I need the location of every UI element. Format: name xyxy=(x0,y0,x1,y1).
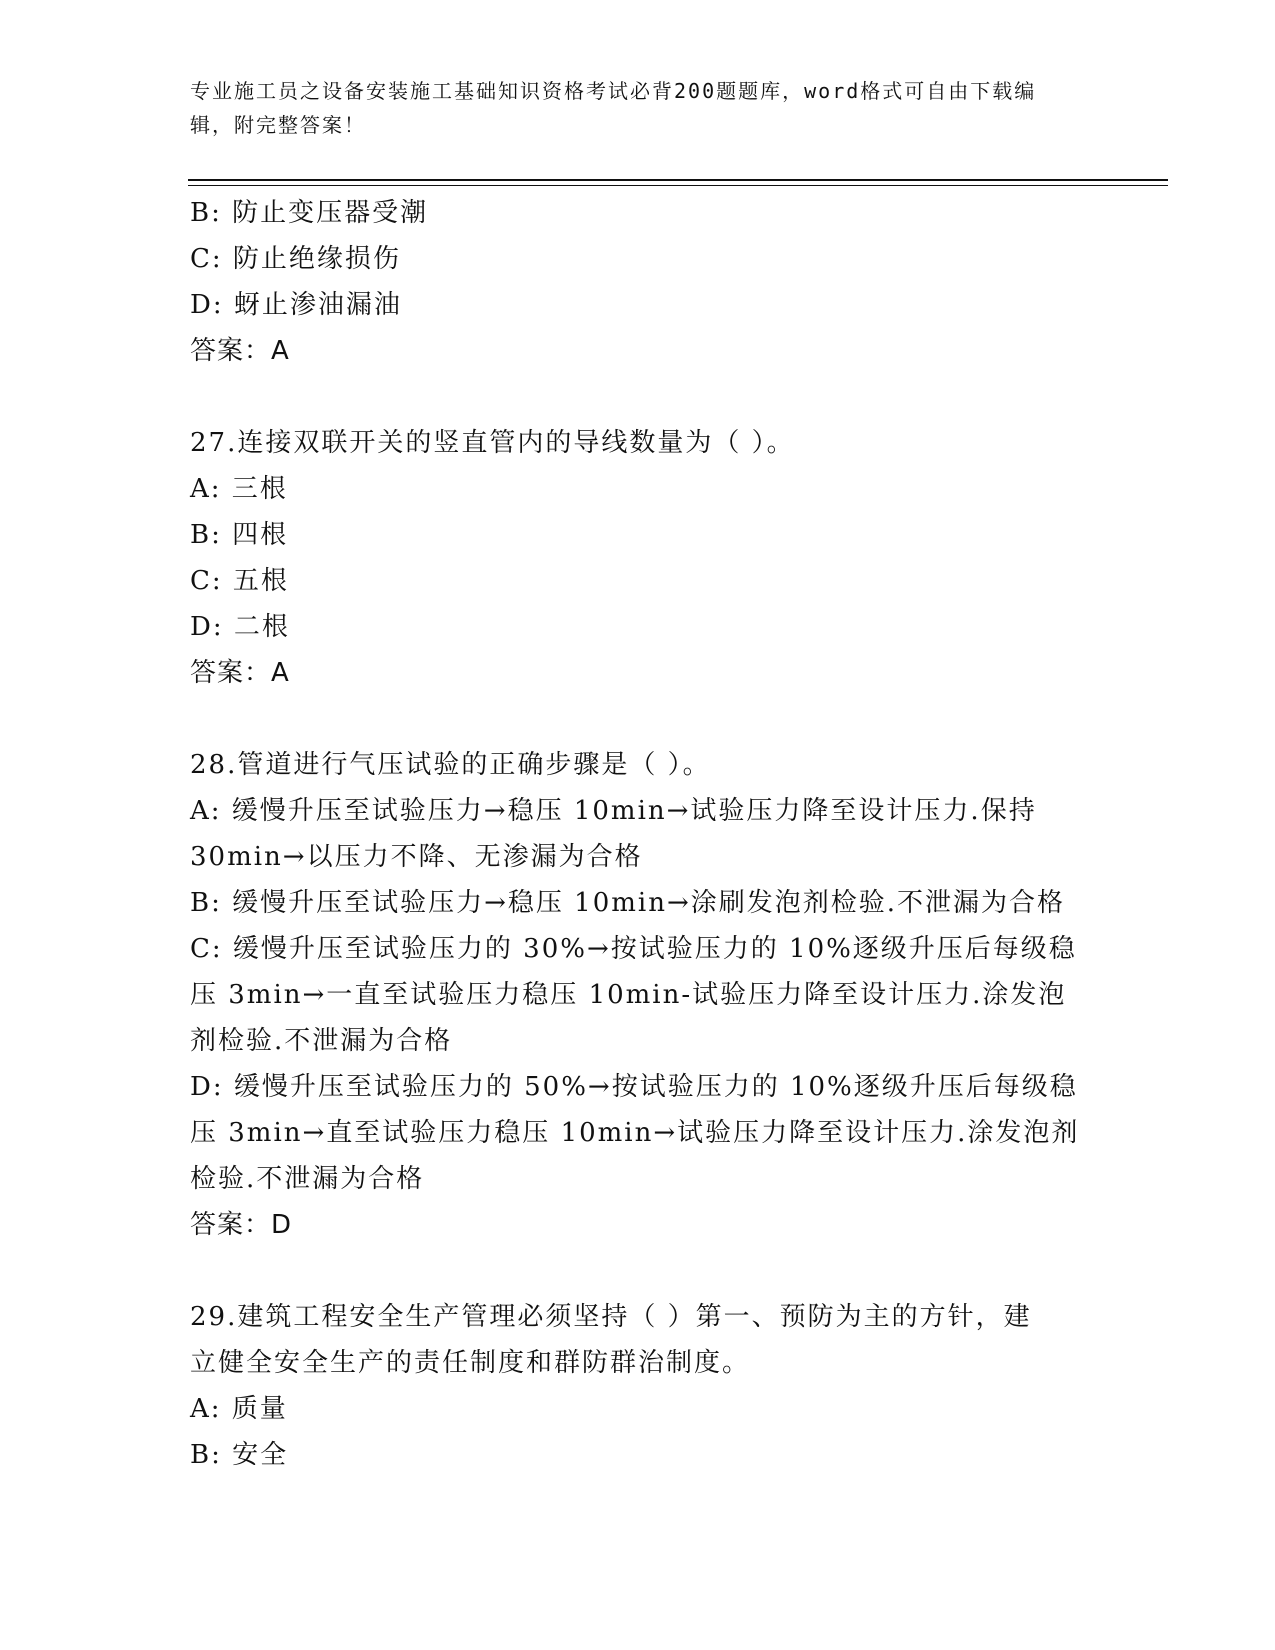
question-stem-line-1: 29.建筑工程安全生产管理必须坚持（ ）第一、预防为主的方针，建 xyxy=(190,1302,1032,1332)
option-c-line-2: 压 3min→一直至试验压力稳压 10min-试验压力降至设计压力.涂发泡 xyxy=(190,980,1067,1010)
question-28 xyxy=(190,742,1090,1248)
question-29 xyxy=(190,1294,1090,1478)
option-c: C: 五根 xyxy=(190,566,289,596)
option-d-line-2: 压 3min→直至试验压力稳压 10min→试验压力降至设计压力.涂发泡剂 xyxy=(190,1118,1080,1148)
option-c-line-3: 剂检验.不泄漏为合格 xyxy=(190,1026,453,1056)
option-b: B: 防止变压器受潮 xyxy=(190,198,429,228)
header-divider-thin xyxy=(188,185,1168,186)
answer-line: 答案：D xyxy=(190,1210,293,1240)
option-d: D: 蚜止渗油漏油 xyxy=(190,290,402,320)
option-a: A: 质量 xyxy=(190,1394,288,1424)
option-c: C: 防止绝缘损伤 xyxy=(190,244,401,274)
option-b: B: 缓慢升压至试验压力→稳压 10min→涂刷发泡剂检验.不泄漏为合格 xyxy=(190,888,1066,918)
option-d: D: 二根 xyxy=(190,612,290,642)
option-a: A: 三根 xyxy=(190,474,288,504)
answer-line: 答案：A xyxy=(190,658,290,688)
header-divider-thick xyxy=(188,179,1168,181)
question-content xyxy=(190,190,1090,1478)
option-d-line-1: D: 缓慢升压至试验压力的 50%→按试验压力的 10%逐级升压后每级稳 xyxy=(190,1072,1078,1102)
question-stem-line-2: 立健全安全生产的责任制度和群防群治制度。 xyxy=(190,1348,751,1378)
option-b: B: 四根 xyxy=(190,520,289,550)
question-26-tail xyxy=(190,190,1090,374)
option-c-line-1: C: 缓慢升压至试验压力的 30%→按试验压力的 10%逐级升压后每级稳 xyxy=(190,934,1077,964)
answer-line: 答案：A xyxy=(190,336,290,366)
document-header: 专业施工员之设备安装施工基础知识资格考试必背200题题库，word格式可自由下载编辑，附完整答案！ xyxy=(190,79,1037,137)
option-d-line-3: 检验.不泄漏为合格 xyxy=(190,1164,425,1194)
question-stem: 27.连接双联开关的竖直管内的导线数量为（ ）。 xyxy=(190,428,795,458)
question-27 xyxy=(190,420,1090,696)
question-stem: 28.管道进行气压试验的正确步骤是（ ）。 xyxy=(190,750,711,780)
option-a-line-2: 30min→以压力不降、无渗漏为合格 xyxy=(190,842,643,872)
option-b: B: 安全 xyxy=(190,1440,289,1470)
option-a-line-1: A: 缓慢升压至试验压力→稳压 10min→试验压力降至设计压力.保持 xyxy=(190,796,1037,826)
